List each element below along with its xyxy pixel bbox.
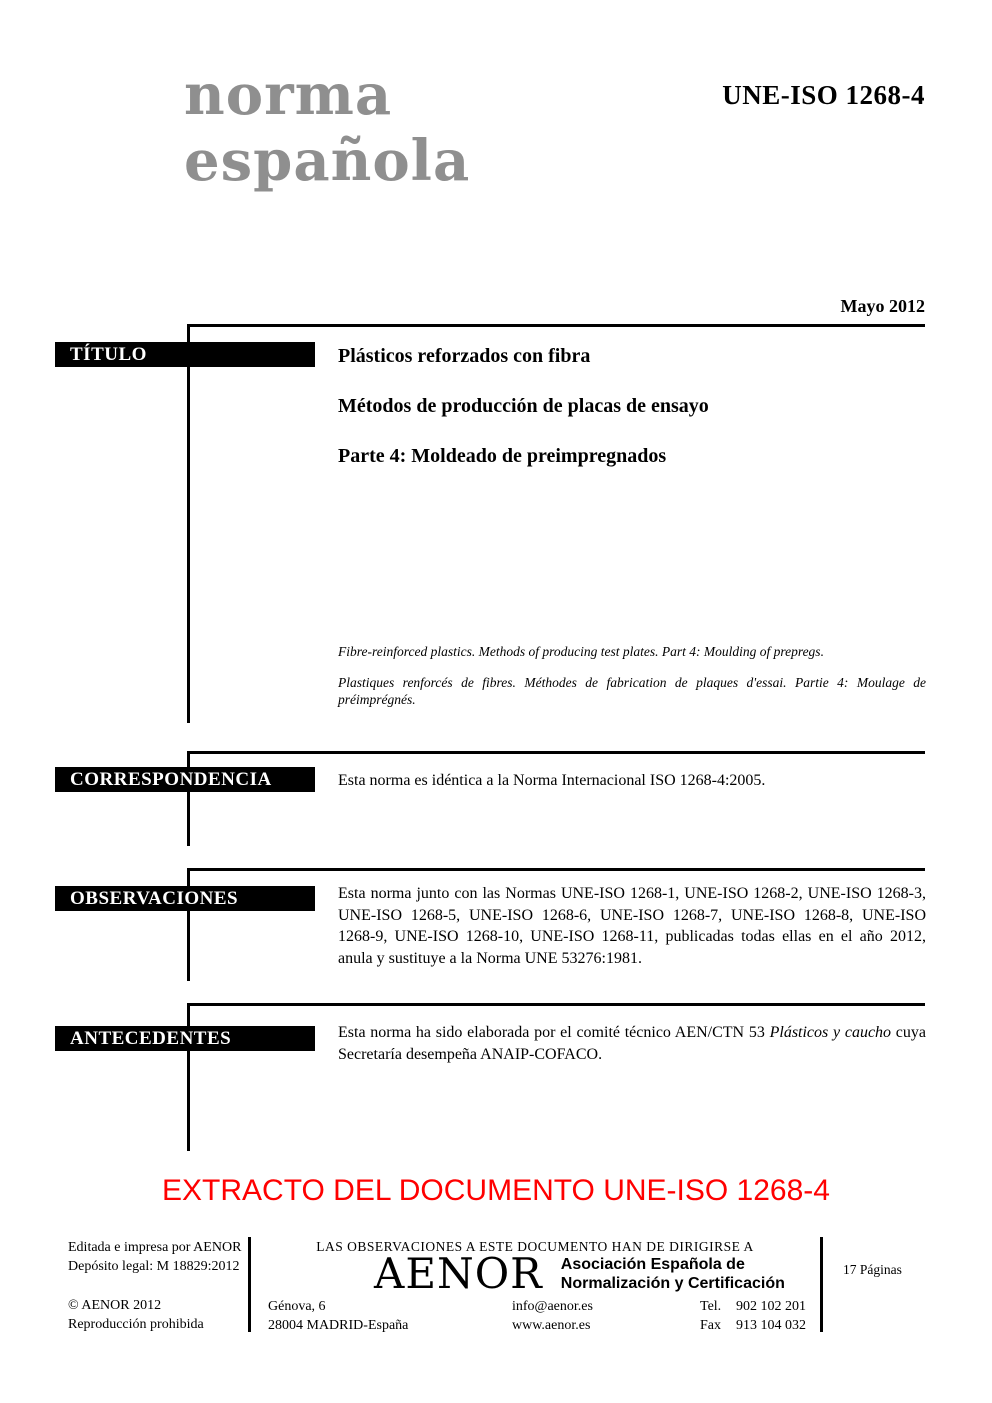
observaciones-label: OBSERVACIONES [70,887,239,909]
footer-fax-label: Fax [700,1318,721,1333]
footer-website[interactable]: www.aenor.es [512,1318,591,1333]
footer-reproduction-line: Reproducción prohibida [68,1317,204,1332]
title-line-1: Plásticos reforzados con fibra [338,345,591,367]
antecedentes-label-box [55,1026,315,1051]
norma-espanola-logo [184,62,470,194]
observaciones-vertical-rule [187,868,190,981]
extract-banner: EXTRACTO DEL DOCUMENTO UNE-ISO 1268-4 [162,1174,830,1207]
antecedentes-text-start: Esta norma ha sido elaborada por el comité técnico AEN/CTN 53 [338,1024,770,1041]
antecedentes-text [338,1022,926,1065]
titulo-vertical-rule [187,324,190,723]
correspondencia-top-rule [188,751,925,754]
footer-imprint [68,1238,241,1276]
aenor-subtitle-line-2: Normalización y Certificación [560,1275,785,1292]
footer-address-line-1: Génova, 6 [268,1299,326,1314]
title-french: Plastiques renforcés de fibres. Méthodes de fabrication de plaques d'essai. Partie 4: Moulage de préimprégnés. [338,675,926,707]
footer-fax-row [700,1316,806,1335]
titulo-label: TÍTULO [70,343,147,365]
correspondencia-label: CORRESPONDENCIA [70,768,272,790]
brand-line-2: española [184,128,471,194]
title-line-2: Métodos de producción de placas de ensayo [338,395,709,417]
aenor-logo: AENOR [374,1249,543,1298]
aenor-logo-block [374,1249,785,1298]
antecedentes-committee-name: Plásticos y caucho [769,1024,892,1041]
footer-deposit-line: Depósito legal: M 18829:2012 [68,1259,240,1274]
footer-copyright-line: © AENOR 2012 [68,1298,162,1313]
footer-tel-row [700,1297,806,1316]
footer-email[interactable]: info@aenor.es [512,1299,593,1314]
aenor-subtitle [561,1255,785,1293]
footer-phone-contact [700,1297,806,1335]
footer-copyright [68,1296,204,1334]
footer-right-divider [820,1237,823,1332]
footer-fax-value: 913 104 032 [736,1318,806,1333]
observaciones-label-box [55,886,315,911]
correspondencia-vertical-rule [187,751,190,846]
footer-tel-label: Tel. [700,1299,722,1314]
document-number: UNE-ISO 1268-4 [722,80,925,110]
footer-web-contact [512,1297,593,1335]
antecedentes-text-end: cuya Secretaría desempeña ANAIP-COFACO. [338,1024,926,1063]
titulo-top-rule [188,324,925,327]
correspondencia-label-box [55,767,315,792]
title-english: Fibre-reinforced plastics. Methods of producing test plates. Part 4: Moulding of prepregs. [338,644,824,659]
footer-address [268,1297,408,1335]
footer-edited-line: Editada e impresa por AENOR [68,1240,242,1255]
publication-date: Mayo 2012 [840,296,925,316]
title-line-3: Parte 4: Moldeado de preimpregnados [338,445,667,467]
footer-address-line-2: 28004 MADRID-España [268,1318,409,1333]
titulo-label-box [55,342,315,367]
correspondencia-text: Esta norma es idéntica a la Norma Internacional ISO 1268-4:2005. [338,772,766,789]
footer-notice: LAS OBSERVACIONES A ESTE DOCUMENTO HAN DE DIRIGIRSE A [316,1239,754,1254]
footer-tel-value: 902 102 201 [736,1299,806,1314]
page-count: 17 Páginas [843,1262,902,1277]
brand-line-1: norma [184,62,393,128]
observaciones-top-rule [188,868,925,871]
antecedentes-label: ANTECEDENTES [70,1027,232,1049]
observaciones-text: Esta norma junto con las Normas UNE-ISO 1268-1, UNE-ISO 1268-2, UNE-ISO 1268-3, UNE-ISO 1268-5, UNE-ISO 1268-6, UNE-ISO 1268-7, UNE-ISO 1268-8, UNE-ISO 1268-9, UNE-ISO 1268-10, UNE-ISO 1268-11, publicadas todas ellas en el año 2012, anula y sustituye a la Norma UNE 53276:1981. [338,885,926,967]
aenor-subtitle-line-1: Asociación Española de [560,1256,745,1273]
antecedentes-top-rule [188,1003,925,1006]
